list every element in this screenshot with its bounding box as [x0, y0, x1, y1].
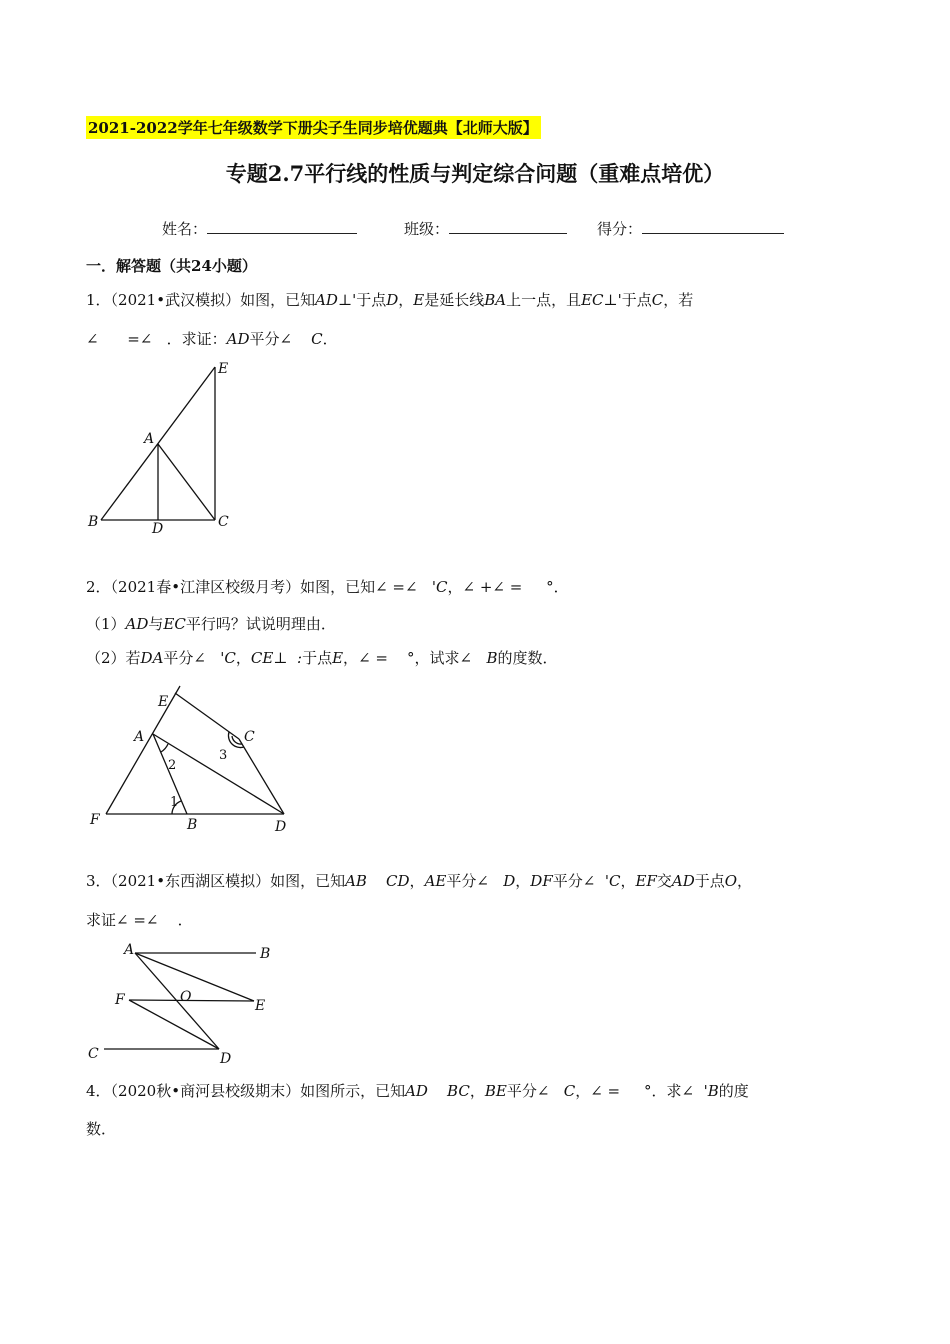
figure-2 — [84, 684, 304, 834]
class-field[interactable] — [404, 218, 567, 239]
question-1-line-1: 1．（2021•武汉模拟）如图，已知AD⊥'于点D，E是延长线BA上一点，且EC⊥'于点C，若 — [86, 291, 694, 309]
label-d: D — [275, 819, 287, 834]
label-o: O — [180, 989, 192, 1005]
label-e: E — [218, 361, 229, 377]
label-b: B — [187, 817, 198, 833]
label-f: F — [115, 992, 125, 1008]
angle-3-arc — [228, 732, 244, 748]
label-b: B — [260, 946, 271, 962]
line-fe — [129, 1000, 254, 1001]
series-header: 2021-2022学年七年级数学下册尖子生同步培优题典【北师大版】 — [86, 116, 541, 139]
class-label: 班级： — [404, 220, 450, 238]
label-a: A — [134, 729, 145, 745]
score-label: 得分： — [597, 220, 643, 238]
label-d: D — [152, 521, 164, 537]
question-4-line-1: 4．（2020秋•商河县校级期末）如图所示，已知AD BC，BE平分∠ C，∠ = °．求∠ 'B的度 — [86, 1082, 749, 1100]
label-d: D — [220, 1051, 232, 1067]
name-label: 姓名： — [162, 220, 208, 238]
question-4-line-2: 数． — [86, 1120, 117, 1138]
label-c: C — [244, 729, 255, 745]
label-e: E — [255, 998, 266, 1014]
question-2-line-1: 2．（2021春•江津区校级月考）如图，已知∠ =∠ 'C，∠ +∠ = °． — [86, 578, 569, 596]
label-a: A — [144, 431, 155, 447]
angle-label-3: 3 — [219, 748, 228, 763]
angle-2-arc — [161, 744, 168, 752]
line-ac — [158, 444, 215, 520]
name-blank[interactable] — [207, 219, 357, 234]
label-e: E — [158, 694, 169, 710]
line-cd — [239, 739, 284, 814]
section-heading: 一．解答题（共24小题） — [86, 257, 257, 275]
label-c: C — [218, 514, 229, 530]
angle-label-2: 2 — [168, 758, 177, 773]
label-b: B — [88, 514, 99, 530]
page-title: 专题2.7平行线的性质与判定综合问题（重难点培优） — [225, 161, 725, 186]
question-3-line-2: 求证∠ =∠ ． — [86, 911, 193, 929]
question-1-line-2: ∠ =∠ ．求证：AD平分∠ C． — [86, 330, 338, 348]
line-ae — [135, 953, 254, 1001]
label-c: C — [88, 1046, 99, 1062]
score-field[interactable] — [597, 218, 784, 239]
question-3-line-1: 3．（2021•东西湖区模拟）如图，已知AB CD，AE平分∠ D，DF平分∠ 'C，EF交AD于点O， — [86, 872, 753, 890]
label-a: A — [124, 942, 135, 958]
class-blank[interactable] — [449, 219, 567, 234]
figure-1 — [84, 358, 244, 538]
name-field[interactable] — [162, 218, 357, 239]
line-fd — [129, 1000, 219, 1049]
line-ec — [175, 693, 239, 739]
question-2-part-2: （2）若DA平分∠ 'C，CE⊥ :于点E，∠ = °，试求∠ B的度数． — [86, 649, 558, 667]
label-f: F — [90, 812, 100, 828]
angle-label-1: 1 — [170, 795, 179, 810]
score-blank[interactable] — [642, 219, 784, 234]
figure-3 — [84, 938, 284, 1068]
question-2-part-1: （1）AD与EC平行吗？试说明理由． — [86, 615, 336, 633]
line-fe — [106, 686, 180, 814]
